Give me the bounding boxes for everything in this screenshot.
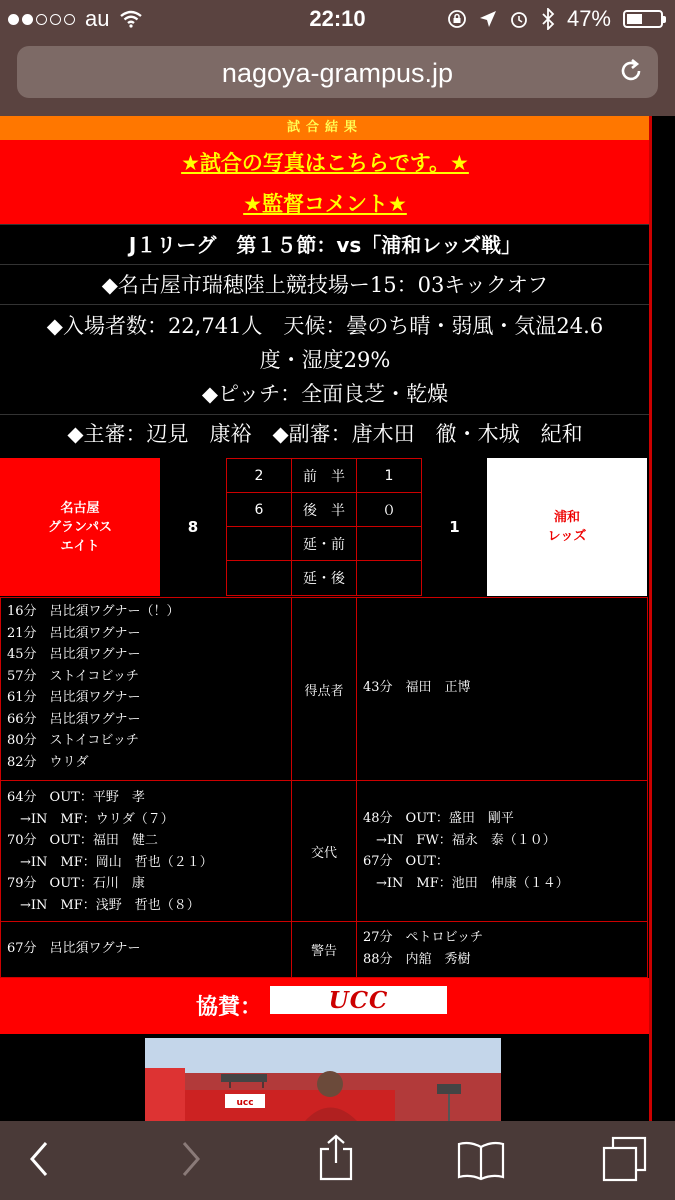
forward-icon[interactable] [176,1139,204,1179]
substitution-entry: 70分 OUT：福田 健二 [7,833,158,848]
substitutions-label: 交代 [291,780,357,922]
home-team-line: エイト [60,538,100,554]
home-substitutions [0,780,292,922]
substitutions-row [0,780,648,922]
home-second-half: 6 [226,492,292,527]
period-second-half: 後 半 [291,492,357,527]
link-block [0,140,650,224]
period-extra-first: 延・前 [291,526,357,561]
scorer-entry: 82分 ウリダ [7,754,89,770]
home-cautions [0,921,292,978]
back-icon[interactable] [26,1139,54,1179]
match-photo[interactable] [145,1038,501,1121]
humidity-line: 度・湿度29% [259,348,391,372]
bluetooth-icon [541,8,555,30]
url-text[interactable]: nagoya-grampus.jp [221,58,454,88]
orientation-lock-icon [447,9,467,29]
status-bar [0,0,675,38]
caution-entry: 67分 呂比須ワグナー [7,941,141,956]
substitution-entry: 79分 OUT：石川 康 [7,876,145,891]
substitution-entry: 48分 OUT：盛田 剛平 [363,811,514,826]
address-bar[interactable] [17,46,658,98]
away-extra-second [356,560,422,596]
alarm-icon [509,9,529,29]
away-team [487,458,647,596]
home-team-line: グランパス [47,519,113,535]
home-team [0,458,160,596]
scorer-entry: 80分 ストイコビッチ [7,733,139,748]
sponsor-bar [0,978,650,1034]
page-right-border [649,116,652,1121]
scorer-entry: 16分 呂比須ワグナー（！） [7,604,180,619]
caution-entry: 88分 内舘 秀樹 [363,951,471,967]
scorer-entry: 66分 呂比須ワグナー [7,711,141,727]
scorers-row [0,597,648,781]
away-extra-first [356,526,422,561]
battery-icon [623,10,663,28]
section-title: 試合結果 [0,116,650,140]
referees-info: ◆主審：辺見 康裕 ◆副審：唐木田 徹・木城 紀和 [0,414,650,455]
scorer-entry: 57分 ストイコビッチ [7,668,139,684]
share-icon[interactable] [316,1133,356,1183]
away-total: 1 [422,458,487,596]
battery-fill [627,14,642,24]
svg-text:ucc: ucc [236,1098,254,1108]
away-first-half: 1 [356,458,422,493]
reload-icon[interactable] [618,58,644,84]
away-team-line: 浦和 [553,510,580,525]
away-second-half: ０ [356,492,422,527]
substitution-entry: →IN MF：池田 伸康（１４） [363,875,569,891]
home-extra-second [226,560,292,596]
scorer-entry: 43分 福田 正博 [363,680,471,695]
status-right [447,6,663,32]
away-team-line: レッズ [547,529,587,544]
sponsor-logo-text: UCC [328,986,389,1014]
scorer-entry: 21分 呂比須ワグナー [7,625,141,641]
scorer-entry: 45分 呂比須ワグナー [7,647,141,662]
match-title: J１リーグ 第１５節：vs「浦和レッズ戦」 [0,224,650,265]
sponsor-label: 協賛： [196,995,263,1020]
sponsor-logo[interactable] [270,986,447,1014]
home-extra-first [226,526,292,561]
cautions-row [0,921,648,978]
home-scorers [0,597,292,781]
substitution-entry: →IN MF：岡山 哲也（２１） [7,854,213,870]
location-icon [479,10,497,28]
substitution-entry: →IN FW：福永 泰（１０） [363,832,556,848]
away-scorers [356,597,648,781]
score-table [0,458,648,598]
substitution-entry: →IN MF：浅野 哲也（８） [7,897,200,913]
substitution-entry: 64分 OUT：平野 孝 [7,790,145,805]
scorers-label: 得点者 [291,597,357,781]
browser-chrome [0,38,675,116]
home-total: 8 [160,458,226,596]
tabs-icon[interactable] [600,1135,650,1183]
cautions-label: 警告 [291,921,357,978]
period-extra-second: 延・後 [291,560,357,596]
pitch-line: ◆ピッチ：全面良芝・乾燥 [201,382,449,406]
attendance-line: ◆入場者数：22,741人 天候：曇のち晴・弱風・気温24.6 [46,314,604,338]
away-substitutions [356,780,648,922]
period-first-half: 前 半 [291,458,357,493]
battery-percent: 47% [566,6,611,31]
scorer-entry: 61分 呂比須ワグナー [7,690,141,705]
page-content [0,116,650,1121]
conditions-block [0,304,650,414]
photo-illustration [145,1038,501,1121]
bookmarks-icon[interactable] [456,1139,506,1181]
manager-comment-link[interactable]: ★監督コメント★ [243,192,407,216]
substitution-entry: →IN MF：ウリダ（７） [7,811,174,827]
caution-entry: 27分 ペトロビッチ [363,930,484,945]
home-team-line: 名古屋 [60,500,100,516]
carrier-label: au [85,6,110,31]
browser-toolbar [0,1121,675,1200]
clock: 22:10 [309,6,366,31]
photo-link[interactable]: ★試合の写真はこちらです。★ [181,151,469,175]
substitution-entry: 67分 OUT： [363,854,449,869]
venue-info: ◆名古屋市瑞穂陸上競技場ー15：03キックオフ [0,264,650,305]
away-cautions [356,921,648,978]
home-first-half: 2 [226,458,292,493]
